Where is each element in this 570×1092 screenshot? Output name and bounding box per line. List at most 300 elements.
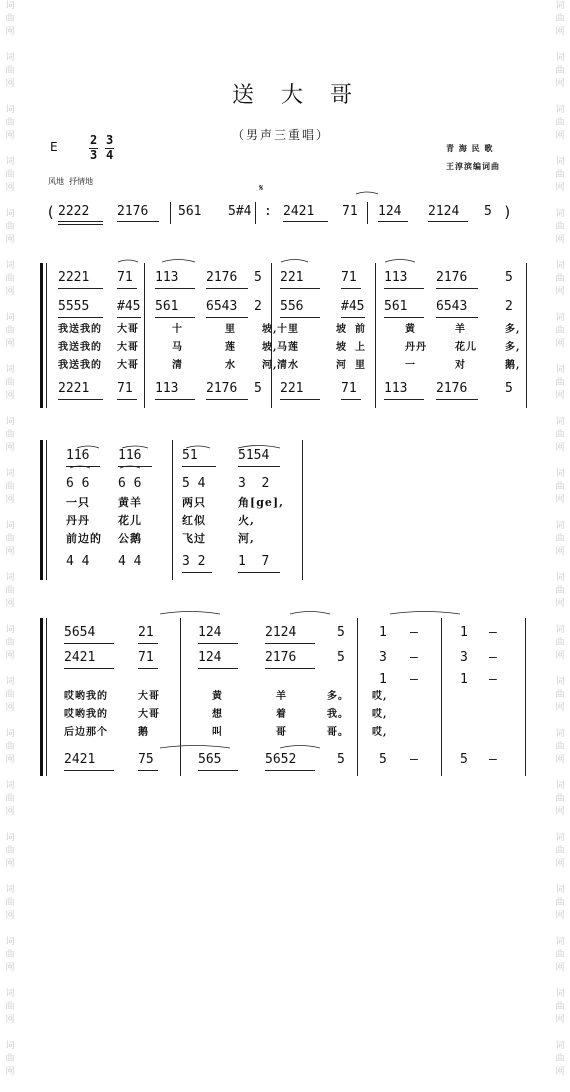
watermark-char: 曲 (555, 898, 565, 908)
lyric-word: 想 (212, 709, 223, 720)
segno-sign: 𝄋 (259, 183, 264, 194)
watermark-gap (553, 507, 567, 520)
note-group: – (489, 672, 497, 687)
note-group: 116 (118, 448, 142, 463)
underline (378, 221, 408, 222)
watermark-char: 网 (555, 287, 565, 297)
lyric-word: 两只 (182, 496, 206, 509)
watermark-gap (3, 455, 17, 468)
underline (238, 572, 280, 573)
watermark-char: 网 (555, 651, 565, 661)
watermark-char: 曲 (555, 326, 565, 336)
lyric-word: 花儿 (455, 342, 477, 353)
lyric-word: 多, (505, 324, 521, 335)
watermark-char: 曲 (5, 846, 15, 856)
note-group: 124 (198, 650, 222, 665)
note-group: 75 (138, 752, 154, 767)
note-group: 221 (280, 270, 304, 285)
lyric-word: 清 (172, 360, 183, 371)
time-signature-1-top: 2 (90, 133, 98, 147)
watermark-char: 网 (555, 443, 565, 453)
watermark-gap (3, 1079, 17, 1092)
note-group: 5 (254, 381, 262, 396)
watermark-char: 曲 (5, 534, 15, 544)
watermark-gap (3, 663, 17, 676)
watermark-char: 曲 (5, 1054, 15, 1064)
lyric-word: 对 (455, 360, 466, 371)
watermark-gap (3, 1027, 17, 1040)
note-group: #45 (341, 299, 365, 314)
watermark-gap (553, 91, 567, 104)
watermark-gap (3, 351, 17, 364)
watermark-char: 词 (555, 625, 565, 635)
note-group: – (489, 650, 497, 665)
lyric-word: 角[ge], (238, 496, 284, 509)
watermark-char: 网 (5, 547, 15, 557)
note-group: 1 (460, 625, 468, 640)
note-group: 2421 (64, 752, 96, 767)
note-group: 2124 (265, 625, 297, 640)
underline (138, 668, 158, 669)
lyric-word: 清水 (277, 360, 299, 371)
watermark-char: 网 (5, 27, 15, 37)
note-group: 1 (379, 672, 387, 687)
watermark-char: 词 (555, 365, 565, 375)
watermark-char: 网 (5, 79, 15, 89)
watermark-char: 网 (5, 1015, 15, 1025)
underline (64, 668, 114, 669)
underline (206, 317, 248, 318)
watermark-char: 网 (5, 1067, 15, 1077)
underline (117, 317, 141, 318)
note-group: 71 (117, 270, 133, 285)
underline (155, 399, 195, 400)
note-group: 5154 (238, 448, 270, 463)
lyric-word: 红似 (182, 514, 206, 527)
system-bracket (40, 263, 43, 408)
watermark-gap (3, 195, 17, 208)
watermark-gap (553, 715, 567, 728)
watermark-char: 词 (555, 833, 565, 843)
credit-arranger: 王淳滨编词曲 (446, 162, 500, 171)
underline (280, 288, 320, 289)
lyric-word: 公鹅 (118, 532, 142, 545)
system-bracket (40, 440, 43, 580)
watermark-char: 词 (555, 469, 565, 479)
lyric-word: 马 (172, 342, 183, 353)
underline (138, 643, 158, 644)
watermark-char: 曲 (555, 430, 565, 440)
lyric-word: 黄 (405, 324, 416, 335)
note-group: 6543 (206, 299, 238, 314)
lyric-word: 花儿 (118, 514, 142, 527)
intro-close-paren: ) (503, 203, 513, 221)
lyric-word: 大哥 (138, 691, 160, 702)
barline (357, 618, 358, 776)
watermark-char: 网 (5, 703, 15, 713)
watermark-gap (3, 39, 17, 52)
watermark-char: 曲 (5, 222, 15, 232)
underline (428, 221, 468, 222)
lyric-word: 坡, (262, 342, 278, 353)
underline (283, 221, 328, 222)
watermark-char: 词 (555, 53, 565, 63)
lyric-word: 大哥 (117, 342, 139, 353)
note-group: 565 (198, 752, 222, 767)
note-group: 5 (460, 752, 468, 767)
underline (436, 288, 478, 289)
watermark-gap (553, 663, 567, 676)
lyric-word: 丹丹 (66, 514, 90, 527)
underline (198, 770, 238, 771)
lyric-word: 着 (276, 709, 287, 720)
lyric-word: 火, (238, 514, 255, 527)
note-group: – (410, 752, 418, 767)
watermark-char: 曲 (5, 326, 15, 336)
watermark-char: 词 (555, 521, 565, 531)
watermark-char: 词 (555, 261, 565, 271)
lyric-word: 哎哟我的 (64, 691, 108, 702)
lyric-word: 里 (225, 324, 236, 335)
underline (384, 317, 424, 318)
lyric-word: 鹅, (505, 360, 521, 371)
underline (58, 317, 103, 318)
note-group: 221 (280, 381, 304, 396)
watermark-char: 曲 (555, 274, 565, 284)
underline (206, 399, 248, 400)
lyric-word: 莲 (225, 342, 236, 353)
watermark-char: 网 (555, 963, 565, 973)
underline (155, 288, 195, 289)
watermark-char: 曲 (5, 482, 15, 492)
underline (138, 770, 158, 771)
note-group: 116 (66, 448, 90, 463)
underline (436, 317, 478, 318)
watermark-char: 网 (5, 339, 15, 349)
underline (238, 466, 280, 467)
note-group: 5 (254, 270, 262, 285)
underline (341, 399, 361, 400)
underline (58, 221, 103, 222)
note-group: 3 (460, 650, 468, 665)
watermark-char: 曲 (555, 534, 565, 544)
underline (341, 288, 361, 289)
watermark-gap (553, 143, 567, 156)
underline (58, 288, 103, 289)
intro-note: 5#4 (228, 204, 252, 219)
watermark-char: 曲 (555, 14, 565, 24)
lyric-word: 羊 (455, 324, 466, 335)
key-signature: E (50, 140, 58, 154)
lyric-word: 我送我的 (58, 324, 102, 335)
watermark-char: 网 (5, 911, 15, 921)
watermark-char: 网 (5, 807, 15, 817)
note-group: 113 (384, 381, 408, 396)
watermark-char: 曲 (555, 1054, 565, 1064)
note-group: 4 4 (118, 554, 142, 569)
watermark-char: 词 (5, 729, 15, 739)
intro-note: 71 (342, 204, 358, 219)
note-group: 556 (280, 299, 304, 314)
subtitle: （男声三重唱） (232, 128, 331, 142)
watermark-gap (553, 403, 567, 416)
watermark-char: 网 (555, 1067, 565, 1077)
watermark-char: 词 (5, 677, 15, 687)
barline (526, 263, 527, 408)
note-group: – (489, 625, 497, 640)
intro-open-paren: ( (46, 203, 56, 221)
lyric-word: 里 (355, 360, 366, 371)
note-group: 113 (155, 270, 179, 285)
lyric-word: 大哥 (117, 324, 139, 335)
underline (384, 399, 424, 400)
lyric-word: 十 (172, 324, 183, 335)
barline (180, 618, 181, 776)
note-group: 124 (198, 625, 222, 640)
watermark-char: 词 (5, 521, 15, 531)
watermark-char: 曲 (5, 586, 15, 596)
note-group: 1 7 (238, 554, 270, 569)
watermark-char: 网 (555, 131, 565, 141)
note-group: 71 (138, 650, 154, 665)
underline (58, 224, 103, 225)
note-group: 561 (384, 299, 408, 314)
watermark-gap (553, 1027, 567, 1040)
barline (367, 202, 368, 224)
watermark-char: 曲 (555, 170, 565, 180)
underline (265, 643, 315, 644)
lyric-word: 我送我的 (58, 342, 102, 353)
underline (66, 466, 100, 467)
watermark-char: 曲 (555, 742, 565, 752)
intro-note: 5 (484, 204, 492, 219)
watermark-char: 网 (555, 703, 565, 713)
intro-note: 2124 (428, 204, 460, 219)
lyric-word: 多。 (327, 691, 349, 702)
watermark-gap (3, 247, 17, 260)
watermark-char: 网 (5, 599, 15, 609)
watermark-char: 曲 (555, 950, 565, 960)
time-signature-1-bottom: 3 (90, 148, 98, 162)
watermark-char: 网 (555, 79, 565, 89)
watermark-char: 网 (5, 651, 15, 661)
watermark-gap (3, 715, 17, 728)
underline (117, 288, 137, 289)
watermark-char: 词 (555, 313, 565, 323)
watermark-char: 曲 (5, 742, 15, 752)
watermark-gap (3, 975, 17, 988)
watermark-char: 曲 (5, 794, 15, 804)
barline (271, 263, 272, 408)
watermark-char: 网 (5, 443, 15, 453)
note-group: 3 2 (238, 476, 270, 491)
system-barline (46, 618, 47, 776)
watermark-char: 网 (5, 131, 15, 141)
watermark-char: 词 (5, 105, 15, 115)
note-group: 5 (337, 752, 345, 767)
watermark-char: 网 (555, 911, 565, 921)
watermark-gap (553, 1079, 567, 1092)
lyric-word: 十里 (277, 324, 299, 335)
watermark-char: 曲 (5, 14, 15, 24)
watermark-char: 词 (5, 365, 15, 375)
underline (436, 399, 478, 400)
note-group: 5 (505, 381, 513, 396)
note-group: 2176 (265, 650, 297, 665)
note-group: – (410, 650, 418, 665)
watermark-char: 词 (5, 313, 15, 323)
lyric-word: 哥 (276, 727, 287, 738)
barline (525, 618, 526, 776)
barline (144, 263, 145, 408)
watermark-char: 网 (555, 183, 565, 193)
underline (64, 643, 114, 644)
note-group: 2176 (206, 381, 238, 396)
underline (118, 466, 152, 467)
watermark-gap (553, 871, 567, 884)
watermark-char: 词 (5, 1041, 15, 1051)
time-signature-2-bottom: 4 (106, 148, 114, 162)
system-bracket (40, 618, 43, 776)
lyric-word: 哎哟我的 (64, 709, 108, 720)
underline (206, 288, 248, 289)
intro-note: 2222 (58, 204, 90, 219)
watermark-gap (3, 611, 17, 624)
watermark-char: 网 (555, 859, 565, 869)
lyric-word: 马莲 (277, 342, 299, 353)
watermark-char: 曲 (5, 898, 15, 908)
watermark-char: 词 (555, 417, 565, 427)
watermark-char: 曲 (555, 118, 565, 128)
note-group: 113 (155, 381, 179, 396)
note-group: 6 6 (118, 476, 142, 491)
watermark-char: 曲 (555, 1002, 565, 1012)
underline (265, 668, 315, 669)
note-group: 71 (341, 270, 357, 285)
watermark-char: 网 (5, 859, 15, 869)
watermark-gap (3, 299, 17, 312)
underline (117, 399, 137, 400)
barline (302, 440, 303, 580)
lyric-word: 大哥 (117, 360, 139, 371)
watermark-char: 网 (555, 599, 565, 609)
lyric-word: 羊 (276, 691, 287, 702)
lyric-word: 坡, (262, 324, 278, 335)
lyric-word: 一只 (66, 496, 90, 509)
watermark-left (3, 0, 17, 1092)
note-group: 3 2 (182, 554, 206, 569)
underline (182, 466, 216, 467)
barline (170, 202, 171, 224)
underline (341, 317, 365, 318)
lyric-word: 鹅 (138, 727, 149, 738)
watermark-char: 曲 (5, 274, 15, 284)
lyric-word: 黄羊 (118, 496, 142, 509)
note-group: 2 (505, 299, 513, 314)
tempo-marking: 风地 抒情地 (48, 177, 94, 186)
lyric-word: 前边的 (66, 532, 102, 545)
watermark-char: 词 (555, 989, 565, 999)
watermark-char: 网 (5, 183, 15, 193)
watermark-char: 词 (5, 885, 15, 895)
note-group: 5654 (64, 625, 96, 640)
watermark-char: 词 (5, 989, 15, 999)
watermark-char: 词 (555, 677, 565, 687)
watermark-char: 曲 (555, 66, 565, 76)
watermark-char: 词 (5, 417, 15, 427)
barline (375, 263, 376, 408)
note-group: 2221 (58, 381, 90, 396)
note-group: 5 (337, 650, 345, 665)
note-group: 5555 (58, 299, 90, 314)
watermark-char: 曲 (555, 794, 565, 804)
note-group: 561 (155, 299, 179, 314)
watermark-char: 网 (555, 807, 565, 817)
watermark-gap (3, 871, 17, 884)
page-title: 送 大 哥 (232, 83, 362, 108)
watermark-char: 曲 (5, 66, 15, 76)
underline (155, 317, 195, 318)
underline (265, 770, 315, 771)
note-group: – (410, 625, 418, 640)
watermark-char: 网 (555, 391, 565, 401)
watermark-gap (553, 767, 567, 780)
watermark-char: 曲 (555, 482, 565, 492)
watermark-char: 网 (555, 1015, 565, 1025)
underline (280, 399, 320, 400)
watermark-char: 词 (5, 625, 15, 635)
watermark-gap (3, 559, 17, 572)
watermark-char: 网 (555, 547, 565, 557)
lyric-word: 丹丹 (405, 342, 427, 353)
lyric-word: 飞过 (182, 532, 206, 545)
underline (64, 770, 114, 771)
note-group: 1 (460, 672, 468, 687)
watermark-char: 网 (555, 235, 565, 245)
lyric-word: 大哥 (138, 709, 160, 720)
watermark-char: 曲 (555, 690, 565, 700)
note-group: 6543 (436, 299, 468, 314)
lyric-word: 一 (405, 360, 416, 371)
watermark-char: 曲 (5, 118, 15, 128)
watermark-char: 网 (5, 391, 15, 401)
note-group: 5 (505, 270, 513, 285)
barline (255, 202, 256, 224)
note-group: 51 (182, 448, 198, 463)
note-group: 1 (379, 625, 387, 640)
note-group: 5 4 (182, 476, 206, 491)
watermark-gap (553, 923, 567, 936)
lyric-word: 哎, (372, 709, 388, 720)
watermark-char: 词 (555, 209, 565, 219)
credit-origin: 青 海 民 歌 (446, 144, 494, 153)
lyric-word: 水 (225, 360, 236, 371)
underline (198, 668, 238, 669)
watermark-char: 词 (5, 261, 15, 271)
note-group: 2176 (436, 381, 468, 396)
lyric-word: 上 (355, 342, 366, 353)
lyric-word: 我。 (327, 709, 349, 720)
watermark-char: 词 (5, 937, 15, 947)
lyric-word: 河 (336, 360, 347, 371)
lyric-word: 我送我的 (58, 360, 102, 371)
watermark-gap (553, 611, 567, 624)
watermark-char: 曲 (555, 586, 565, 596)
system-barline (46, 440, 47, 580)
watermark-char: 词 (5, 209, 15, 219)
barline (172, 440, 173, 580)
watermark-char: 网 (5, 235, 15, 245)
